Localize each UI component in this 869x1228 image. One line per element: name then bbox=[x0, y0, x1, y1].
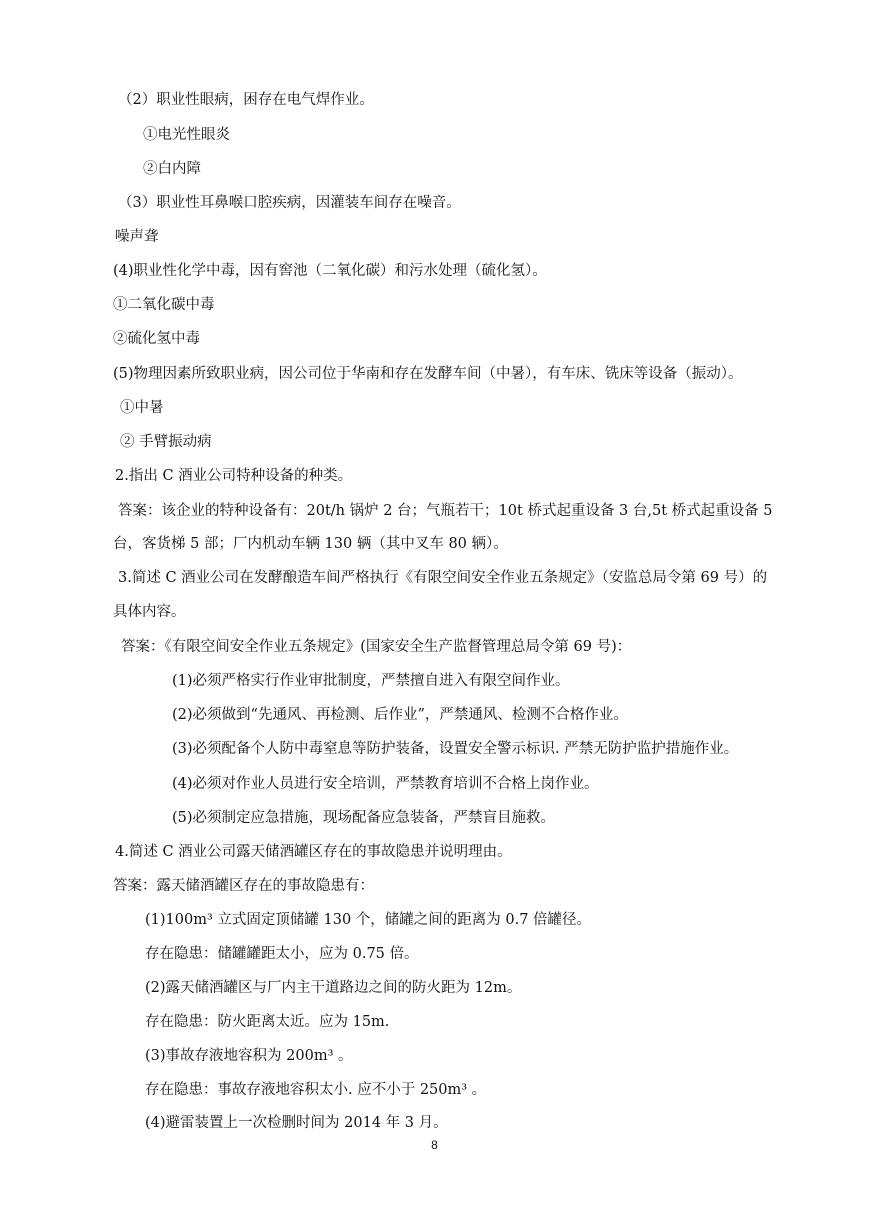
text-line: (3)事故存液地容积为 200m³ 。 bbox=[145, 1048, 353, 1064]
text-line: 具体内容。 bbox=[113, 604, 186, 620]
text-line: 噪声聋 bbox=[115, 229, 159, 245]
text-line: 3.简述 C 酒业公司在发酵酿造车间严格执行《有限空间安全作业五条规定》（安监总局令第 69 号）的 bbox=[118, 570, 768, 586]
text-line: 答案：露天储酒罐区存在的事故隐患有： bbox=[113, 878, 374, 894]
text-line: 答案：该企业的特种设备有：20t/h 锅炉 2 台；气瓶若干；10t 桥式起重设备 3 台,5t 桥式起重设备 5 bbox=[118, 503, 773, 519]
text-line: (1)必须严格实行作业审批制度，严禁擅自进入有限空间作业。 bbox=[172, 673, 570, 689]
text-line: ①电光性眼炎 bbox=[143, 127, 230, 143]
text-line: (1)100m³ 立式固定顶储罐 130 个，储罐之间的距离为 0.7 倍罐径。 bbox=[145, 912, 592, 928]
text-line: 台，客货梯 5 部；厂内机动车辆 130 辆（其中叉车 80 辆）。 bbox=[113, 536, 508, 552]
text-line: ①中暑 bbox=[120, 400, 164, 416]
text-line: 2.指出 C 酒业公司特种设备的种类。 bbox=[115, 468, 353, 484]
text-line: ②白内障 bbox=[143, 161, 201, 177]
text-line: (4)必须对作业人员进行安全培训，严禁教育培训不合格上岗作业。 bbox=[172, 776, 599, 792]
text-line: (2)必须做到“先通风、再检测、后作业”，严禁通风、检测不合格作业。 bbox=[172, 707, 628, 723]
text-line: (5)物理因素所致职业病，因公司位于华南和存在发酵车间（中暑），有车床、铣床等设备（振动）。 bbox=[113, 366, 743, 382]
text-line: ①二氧化碳中毒 bbox=[113, 297, 215, 313]
text-line: ② 手臂振动病 bbox=[120, 434, 212, 450]
text-line: (5)必须制定应急措施，现场配备应急装备，严禁盲目施救。 bbox=[172, 810, 556, 826]
text-line: （2）职业性眼病，困存在电气焊作业。 bbox=[118, 92, 374, 108]
text-line: 4.简述 C 酒业公司露天储酒罐区存在的事故隐患并说明理由。 bbox=[115, 844, 512, 860]
text-line: 存在隐患：事故存液地容积太小. 应不小于 250m³ 。 bbox=[145, 1082, 487, 1098]
text-line: (3)必须配备个人防中毒窒息等防护装备，设置安全警示标识. 严禁无防护监护措施作业。 bbox=[172, 741, 739, 757]
text-line: ②硫化氢中毒 bbox=[113, 331, 200, 347]
text-line: （3）职业性耳鼻喉口腔疾病，因灌装车间存在噪音。 bbox=[118, 195, 461, 211]
text-line: (4)避雷装置上一次检删时间为 2014 年 3 月。 bbox=[145, 1115, 448, 1131]
text-line: 答案：《有限空间安全作业五条规定》(国家安全生产监督管理总局令第 69 号)： bbox=[121, 639, 632, 655]
text-line: 存在隐患：储罐罐距太小，应为 0.75 倍。 bbox=[145, 946, 419, 962]
text-line: (2)露天储酒罐区与厂内主干道路边之间的防火距为 12m。 bbox=[145, 980, 522, 996]
page-number: 8 bbox=[431, 1138, 438, 1152]
text-line: 存在隐患：防火距离太近。应为 15m. bbox=[145, 1014, 390, 1030]
text-line: (4)职业性化学中毒，因有窖池（二氧化碳）和污水处理（硫化氢）。 bbox=[113, 263, 547, 279]
